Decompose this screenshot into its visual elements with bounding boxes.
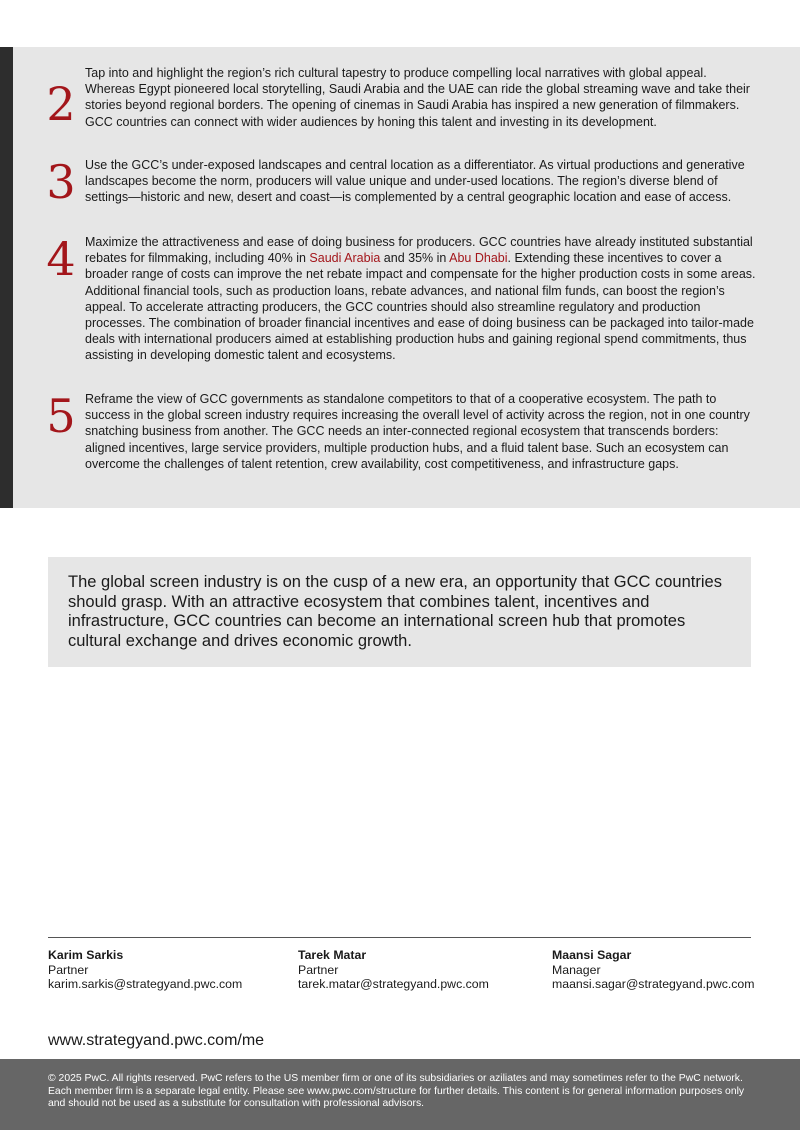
recommendation-text-part: Maximize the attractiveness and ease of doing business for producers. GCC countries have already instituted substantial rebates for filmmaking, including 40% in [85, 235, 753, 266]
recommendation-text: Tap into and highlight the region’s rich cultural tapestry to produce compelling local narratives with global appeal. Whereas Egypt pioneered local storytelling, Saudi Arabia and the UAE can ride the global streaming wave and take their stories beyond regional borders. The opening of cinemas in Saudi Arabia has inspired a new generation of filmmakers. GCC countries can connect with wider audiences by honing this talent and investing in its development. [85, 66, 750, 129]
contact-email-link[interactable]: maansi.sagar@strategyand.pwc.com [552, 977, 755, 991]
contact-name: Karim Sarkis [48, 948, 124, 962]
recommendation-number: 3 [46, 155, 76, 209]
contact-email-link[interactable]: tarek.matar@strategyand.pwc.com [298, 977, 489, 991]
contact-title: Partner [48, 962, 89, 977]
saudi-arabia-link[interactable]: Saudi Arabia [309, 251, 381, 266]
contact-card [552, 948, 755, 992]
contact-name: Maansi Sagar [552, 948, 632, 962]
recommendation-number: 2 [46, 77, 76, 131]
recommendation-text-part: and 35% in [380, 251, 450, 266]
contact-card [48, 948, 242, 992]
abu-dhabi-link[interactable]: Abu Dhabi [449, 251, 508, 266]
recommendations-panel [0, 47, 800, 508]
recommendation-text [85, 234, 760, 364]
side-accent-bar [0, 47, 13, 508]
recommendation-number: 4 [46, 232, 76, 286]
contact-title: Partner [298, 962, 339, 977]
recommendation-text: Reframe the view of GCC governments as standalone competitors to that of a cooperative ecosystem. The path to success in the global screen industry requires increasing the overall level of activity across the region, not in one country snatching business from another. The GCC needs an inter-connected regional ecosystem that transcends borders: aligned incentives, large service providers, multiple production hubs, and a fluid talent base. Such an ecosystem can overcome the challenges of talent retention, crew availability, cost competitiveness, and infrastructure gaps. [85, 392, 750, 471]
contact-email-link[interactable]: karim.sarkis@strategyand.pwc.com [48, 977, 243, 991]
contact-card [298, 948, 489, 992]
recommendation-number: 5 [46, 389, 76, 443]
legal-footer: © 2025 PwC. All rights reserved. PwC refers to the US member firm or one of its subsidiaries or aziliates and may sometimes refer to the PwC network. Each member firm is a separate legal entity. Please see www.pwc.com/structure for further details. This content is for general information purposes only and should not be used as a substitute for consultation with professional advisors. [0, 1059, 800, 1130]
pull-quote: The global screen industry is on the cusp of a new era, an opportunity that GCC countries should grasp. With an attractive ecosystem that combines talent, incentives and infrastructure, GCC countries can become an international screen hub that promotes cultural exchange and drives economic growth. [48, 557, 751, 667]
website-link[interactable]: www.strategyand.pwc.com/me [48, 1032, 265, 1049]
contact-name: Tarek Matar [298, 948, 367, 962]
recommendation-text: Use the GCC’s under-exposed landscapes and central location as a differentiator. As virtual productions and generative landscapes become the norm, producers will value unique and under-used locations. The region’s diverse blend of settings—historic and new, desert and coast—is complemented by a central geographic location and ease of access. [85, 158, 745, 205]
recommendation-text-part: . Extending these incentives to cover a broader range of costs can improve the net rebate impact and compensate for the higher production costs in some areas. Additional financial tools, such as production loans, rebate advances, and national film funds, can boost the region’s appeal. To accelerate attracting producers, the GCC countries should also streamline regulatory and production processes. The combination of broader financial incentives and ease of doing business can be packaged into tailor-made deals with international producers aimed at establishing production hubs and gaining regional spend commitments, thus assisting in developing domestic talent and ecosystems. [85, 251, 756, 363]
contact-title: Manager [552, 962, 601, 977]
contacts-divider [48, 937, 751, 938]
